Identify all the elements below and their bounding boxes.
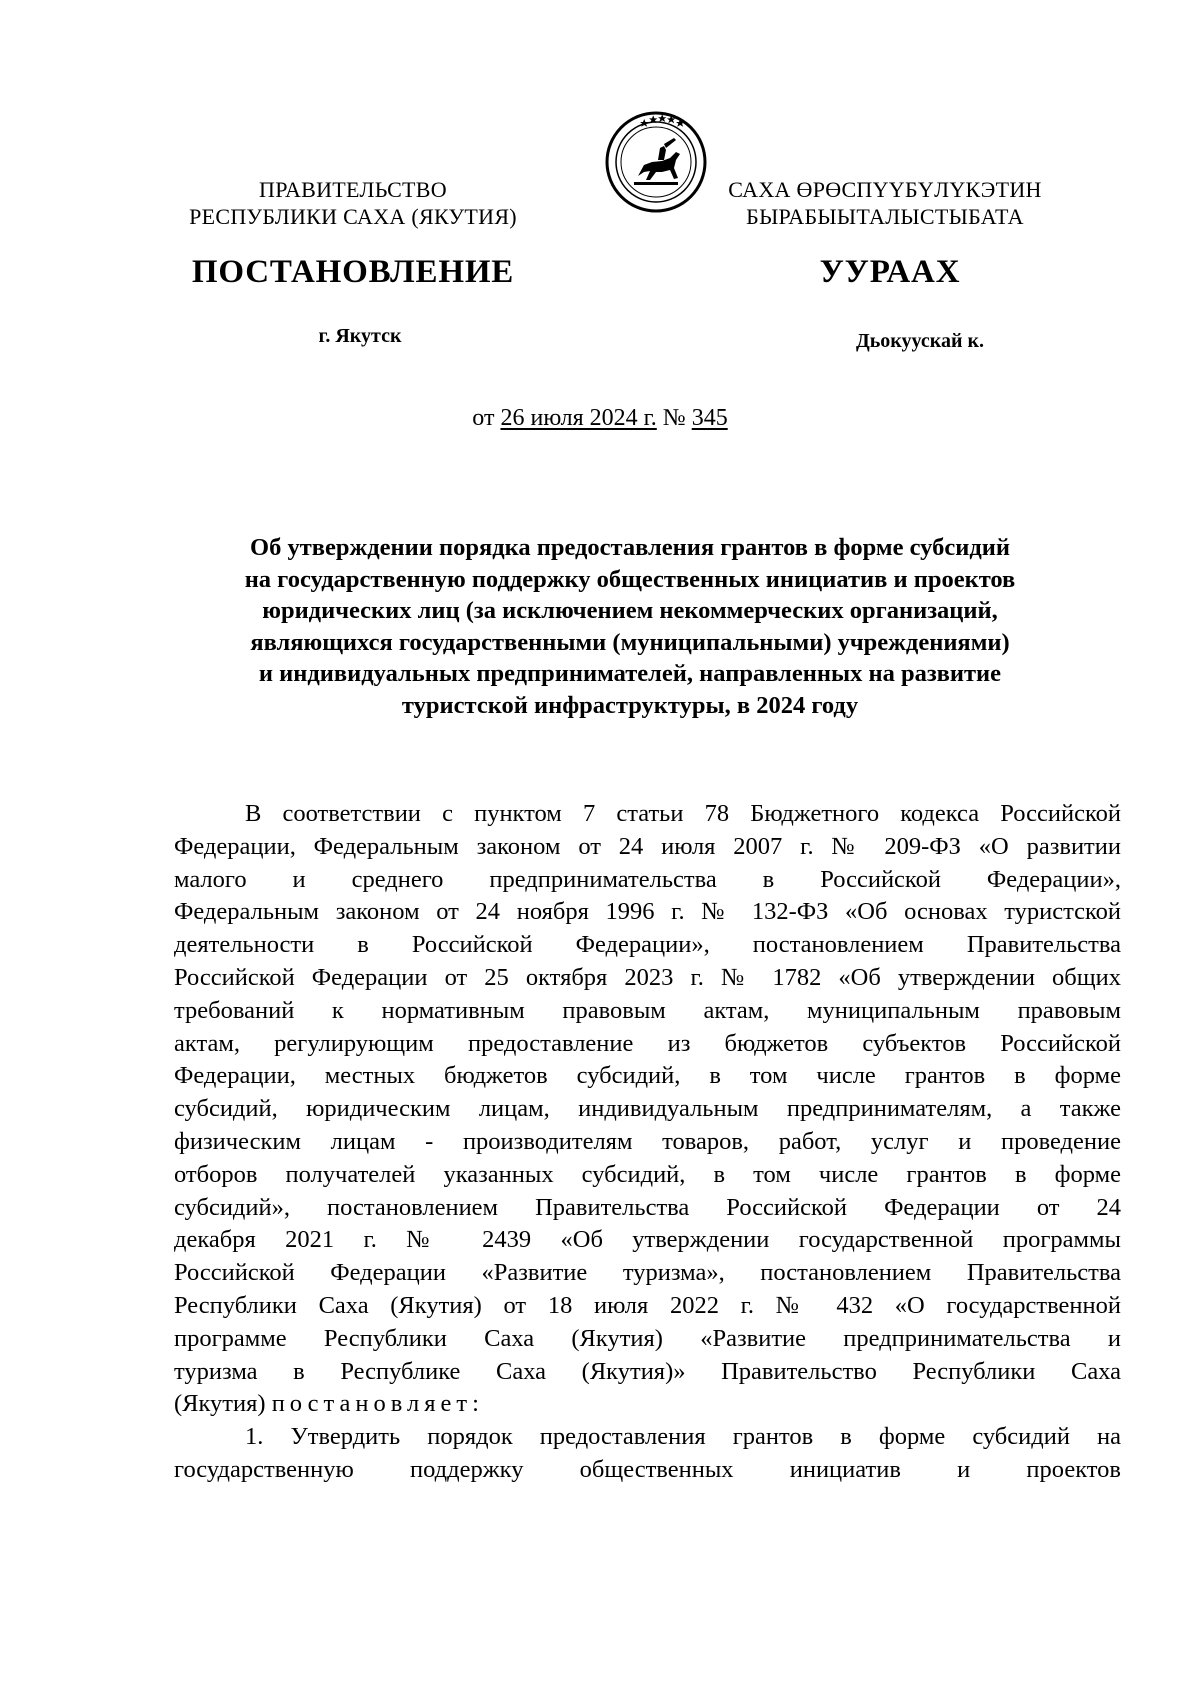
body-line: Федерации, Федеральным законом от 24 июля 2007 г. № 209-ФЗ «О развитии bbox=[174, 832, 1121, 860]
doc-type-sakha: УУРААХ bbox=[819, 254, 961, 290]
title-line: юридических лиц (за исключением некоммерческих организаций, bbox=[262, 597, 998, 624]
title-line: и индивидуальных предпринимателей, направленных на развитие bbox=[258, 660, 1002, 687]
title-line: Об утверждении порядка предоставления грантов в форме субсидий bbox=[250, 534, 1010, 561]
body-line: Федеральным законом от 24 ноября 1996 г. № 132-ФЗ «Об основах туристской bbox=[174, 898, 1121, 926]
issuer-ru-line1: ПРАВИТЕЛЬСТВО bbox=[259, 177, 447, 202]
body-line: физическим лицам - производителям товаров, работ, услуг и проведение bbox=[174, 1127, 1121, 1155]
body-line: отборов получателей указанных субсидий, в том числе грантов в форме bbox=[174, 1160, 1121, 1188]
body-line: требований к нормативным правовым актам, муниципальным правовым bbox=[174, 996, 1121, 1024]
closing-prefix: (Якутия) bbox=[174, 1390, 272, 1418]
date-number-line bbox=[300, 405, 900, 432]
body-line: программе Республики Саха (Якутия) «Развитие предпринимательства и bbox=[174, 1324, 1121, 1352]
closing-line bbox=[174, 1388, 1121, 1421]
resolves-word: постановляет: bbox=[271, 1390, 484, 1418]
issuer-ru bbox=[168, 176, 538, 230]
body-line: актам, регулирующим предоставление из бюджетов субъектов Российской bbox=[174, 1029, 1121, 1057]
date-prefix: от bbox=[472, 405, 501, 431]
document-number: 345 bbox=[691, 405, 728, 431]
document-title bbox=[168, 532, 1092, 721]
body-line: малого и среднего предпринимательства в Российской Федерации», bbox=[174, 865, 1121, 893]
body-line: субсидий», постановлением Правительства Российской Федерации от 24 bbox=[174, 1193, 1121, 1221]
body-line: Федерации, местных бюджетов субсидий, в том числе грантов в форме bbox=[174, 1062, 1121, 1090]
title-line: на государственную поддержку общественных инициатив и проектов bbox=[244, 565, 1016, 593]
place-ru: г. Якутск bbox=[318, 325, 402, 347]
sakha-coat-of-arms-icon bbox=[604, 110, 708, 214]
issuer-sakha bbox=[700, 176, 1070, 230]
issuer-sakha-line1: САХА ӨРӨСПҮҮБҮЛҮКЭТИН bbox=[728, 177, 1042, 202]
title-line: туристской инфраструктуры, в 2024 году bbox=[401, 691, 859, 719]
body-line: субсидий, юридическим лицам, индивидуальным предпринимателям, а также bbox=[174, 1095, 1121, 1123]
doc-type-ru: ПОСТАНОВЛЕНИЕ bbox=[191, 254, 515, 290]
body-line: декабря 2021 г. № 2439 «Об утверждении государственной программы bbox=[174, 1226, 1121, 1254]
issuer-ru-line2: РЕСПУБЛИКИ САХА (ЯКУТИЯ) bbox=[189, 204, 517, 229]
title-line: являющихся государственными (муниципальными) учреждениями) bbox=[250, 628, 1010, 656]
issuer-sakha-line2: БЫРАБЫЫТАЛЫСТЫБАТА bbox=[746, 204, 1024, 229]
body-line: туризма в Республике Саха (Якутия)» Правительство Республики Саха bbox=[174, 1357, 1121, 1385]
item-line: государственную поддержку общественных инициатив и проектов bbox=[174, 1455, 1121, 1483]
body-line: деятельности в Российской Федерации», постановлением Правительства bbox=[174, 931, 1121, 959]
body-line: Республики Саха (Якутия) от 18 июля 2022 г. № 432 «О государственной bbox=[174, 1291, 1121, 1319]
body-line: Российской Федерации от 25 октября 2023 г. № 1782 «Об утверждении общих bbox=[174, 963, 1121, 991]
body-line: В соответствии с пунктом 7 статьи 78 Бюджетного кодекса Российской bbox=[245, 800, 1121, 827]
document-date: 26 июля 2024 г. bbox=[500, 405, 657, 431]
item-line: 1. Утвердить порядок предоставления грантов в форме субсидий на bbox=[245, 1423, 1121, 1451]
place-sakha: Дьокуускай к. bbox=[855, 330, 985, 352]
document-body bbox=[174, 798, 1121, 1487]
number-sign: № bbox=[656, 405, 692, 431]
body-line: Российской Федерации «Развитие туризма», постановлением Правительства bbox=[174, 1259, 1121, 1287]
